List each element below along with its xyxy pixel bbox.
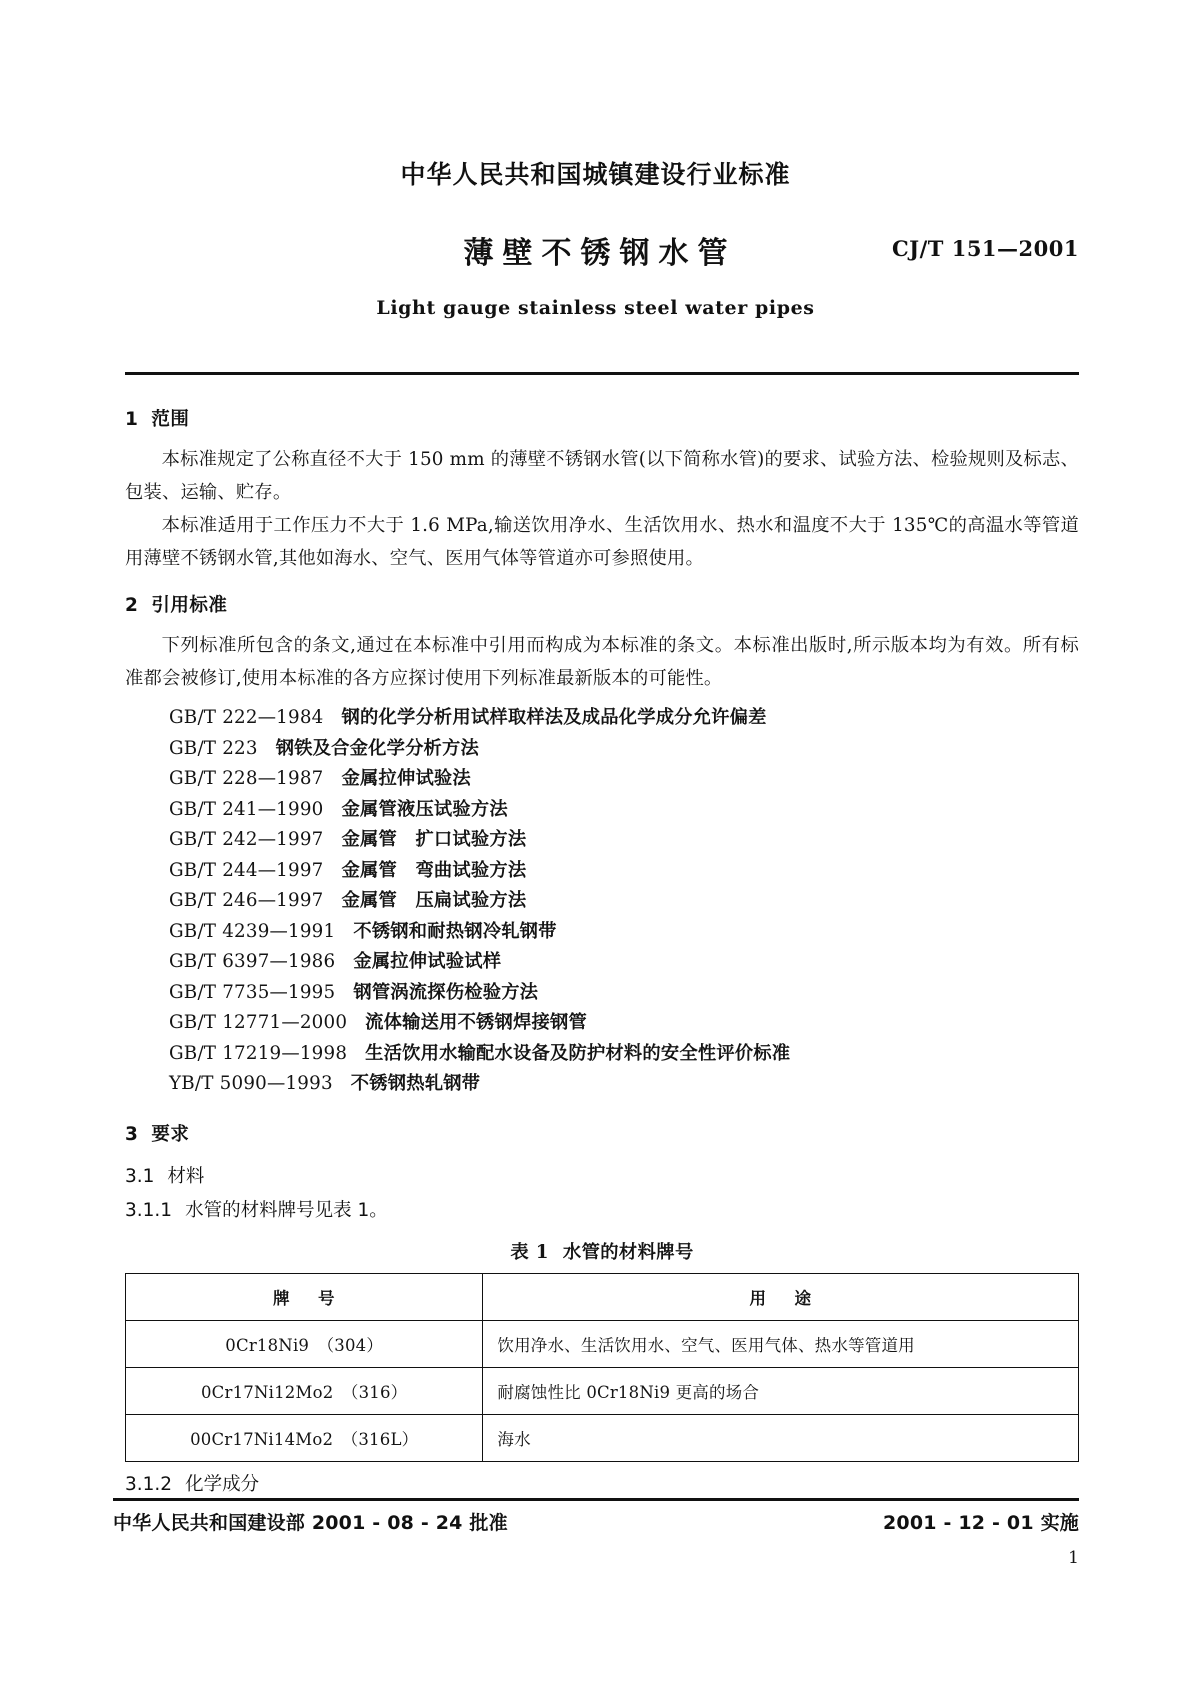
list-item <box>169 764 1079 795</box>
section-number: 3 <box>125 1123 139 1145</box>
title-row <box>0 228 1191 274</box>
section-heading-normative-references <box>125 591 1079 617</box>
section-number: 1 <box>125 409 139 430</box>
reference-title: 不锈钢热轧钢带 <box>350 1073 481 1094</box>
reference-title: 流体输送用不锈钢焊接钢管 <box>365 1012 587 1033</box>
cell-brand: 0Cr17Ni12Mo2 （316） <box>126 1367 483 1414</box>
reference-code: GB/T 242—1997 <box>169 829 324 850</box>
clause-number: 3.1.1 <box>125 1199 173 1221</box>
list-item <box>169 856 1079 887</box>
subsection-heading-material <box>125 1162 1079 1188</box>
clause-text: 化学成分 <box>185 1473 260 1495</box>
approval-statement: 中华人民共和国建设部 2001 - 08 - 24 批准 <box>113 1512 508 1534</box>
reference-code: GB/T 7735—1995 <box>169 981 336 1003</box>
reference-title: 金属管 弯曲试验方法 <box>341 859 527 881</box>
reference-code: GB/T 241—1990 <box>169 798 324 820</box>
reference-code: GB/T 228—1987 <box>169 768 324 789</box>
cell-use: 海水 <box>483 1414 1079 1461</box>
header-divider-rule <box>125 372 1079 375</box>
reference-title: 钢的化学分析用试样取样法及成品化学成分允许偏差 <box>341 707 767 728</box>
reference-code: GB/T 223 <box>169 737 258 759</box>
reference-title: 钢管涡流探伤检验方法 <box>353 981 539 1003</box>
scope-paragraph-2: 本标准适用于工作压力不大于 1.6 MPa,输送饮用净水、生活饮用水、热水和温度不大于 135℃的高温水等管道用薄壁不锈钢水管,其他如海水、空气、医用气体等管道亦可参照使用。 <box>125 515 1079 569</box>
subsection-title: 材料 <box>167 1165 205 1187</box>
list-item <box>169 978 1079 1009</box>
cell-brand: 00Cr17Ni14Mo2 （316L） <box>126 1414 483 1461</box>
list-item <box>169 795 1079 826</box>
reference-title: 不锈钢和耐热钢冷轧钢带 <box>353 920 557 942</box>
reference-title: 金属管 压扁试验方法 <box>341 890 527 911</box>
table-row <box>126 1414 1079 1461</box>
normative-references-intro: 下列标准所包含的条文,通过在本标准中引用而构成为本标准的条文。本标准出版时,所示版本均为有效。所有标准都会被修订,使用本标准的各方应探讨使用下列标准最新版本的可能性。 <box>125 635 1079 689</box>
clause-3-1-1 <box>125 1196 1079 1222</box>
section-title: 引用标准 <box>151 595 228 616</box>
list-item <box>169 947 1079 978</box>
section-heading-requirements <box>125 1120 1079 1146</box>
list-item <box>169 1039 1079 1070</box>
page-footer <box>113 1508 1079 1535</box>
material-grades-table <box>125 1273 1079 1462</box>
cell-use: 饮用净水、生活饮用水、空气、医用气体、热水等管道用 <box>483 1320 1079 1367</box>
reference-title: 金属拉伸试验法 <box>341 768 471 789</box>
reference-title: 金属管 扩口试验方法 <box>341 829 527 850</box>
section-title: 要求 <box>151 1123 190 1145</box>
column-header-brand: 牌 号 <box>126 1273 483 1320</box>
section-heading-scope <box>125 405 1079 431</box>
implementation-date: 2001 - 12 - 01 实施 <box>882 1512 1079 1534</box>
reference-code: GB/T 244—1997 <box>169 859 324 881</box>
masthead <box>0 155 1191 191</box>
list-item <box>169 1069 1079 1100</box>
document-title: 薄壁不锈钢水管 <box>463 236 737 271</box>
section-title: 范围 <box>151 409 190 430</box>
clause-text: 水管的材料牌号见表 1。 <box>185 1199 388 1221</box>
normative-reference-list <box>125 703 1079 1100</box>
document-subtitle-english: Light gauge stainless steel water pipes <box>376 297 815 319</box>
list-item <box>169 917 1079 948</box>
clause-number: 3.1.2 <box>125 1473 173 1495</box>
list-item <box>169 886 1079 917</box>
standard-number: CJ/T 151—2001 <box>891 236 1079 261</box>
reference-title: 金属拉伸试验试样 <box>353 951 502 972</box>
list-item <box>169 1008 1079 1039</box>
table-caption-title: 水管的材料牌号 <box>562 1241 694 1263</box>
table-header-row <box>126 1273 1079 1320</box>
table-caption-number: 表 1 <box>510 1241 549 1263</box>
cell-brand: 0Cr18Ni9 （304） <box>126 1320 483 1367</box>
footer-divider-rule <box>113 1498 1079 1501</box>
list-item <box>169 734 1079 765</box>
reference-code: GB/T 4239—1991 <box>169 920 336 942</box>
list-item <box>169 825 1079 856</box>
list-item <box>169 703 1079 734</box>
table-row <box>126 1367 1079 1414</box>
issuing-organization: 中华人民共和国城镇建设行业标准 <box>400 160 791 189</box>
reference-code: GB/T 246—1997 <box>169 890 324 911</box>
reference-code: GB/T 12771—2000 <box>169 1012 348 1033</box>
reference-code: GB/T 6397—1986 <box>169 951 336 972</box>
reference-title: 钢铁及合金化学分析方法 <box>275 737 479 759</box>
table-caption <box>125 1238 1079 1264</box>
reference-code: GB/T 222—1984 <box>169 707 324 728</box>
reference-code: YB/T 5090—1993 <box>169 1073 333 1094</box>
scope-paragraph-1: 本标准规定了公称直径不大于 150 mm 的薄壁不锈钢水管(以下简称水管)的要求、试验方法、检验规则及标志、包装、运输、贮存。 <box>125 449 1079 503</box>
page-number: 1 <box>1068 1548 1079 1568</box>
cell-use: 耐腐蚀性比 0Cr18Ni9 更高的场合 <box>483 1367 1079 1414</box>
subsection-number: 3.1 <box>125 1165 155 1187</box>
reference-title: 生活饮用水输配水设备及防护材料的安全性评价标准 <box>365 1042 791 1064</box>
reference-title: 金属管液压试验方法 <box>341 798 508 820</box>
clause-3-1-2 <box>125 1470 1079 1496</box>
section-number: 2 <box>125 595 139 616</box>
document-body <box>125 405 1079 1496</box>
reference-code: GB/T 17219—1998 <box>169 1042 348 1064</box>
column-header-use: 用 途 <box>483 1273 1079 1320</box>
table-row <box>126 1320 1079 1367</box>
